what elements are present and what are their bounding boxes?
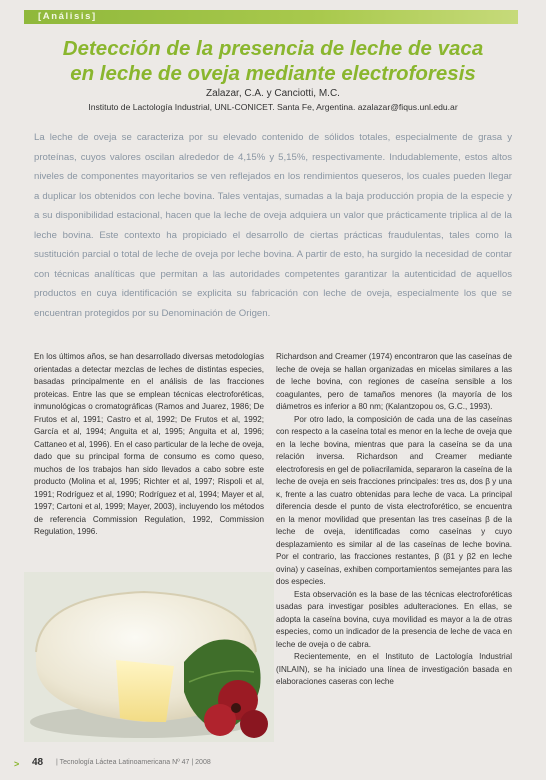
right-paragraph-1: Richardson and Creamer (1974) encontraron que las caseínas de leche de oveja se hallan organizadas en micelas similares a las de leche bovina, con regiones de caseína sensible a los coagulantes, pero de tamaños menores (la mayoría de los diámetros es inferior a 80 nm; (Kalantzopou os, G.C., 1993). [276,352,512,411]
cheese-cut-wedge [116,660,174,722]
authors: Zalazar, C.A. y Canciotti, M.C. [206,88,340,99]
section-band [24,10,518,24]
affiliation: Instituto de Lactología Industrial, UNL-CONICET. Santa Fe, Argentina. azalazar@fiqus.unl.edu.ar [88,102,458,112]
footer-arrow-icon: > [14,759,20,769]
right-paragraph-3: Esta observación es la base de las técnicas electroforéticas usadas para investigar posibles adulteraciones. En ellas, se adopta la caseína bovina, cuya movilidad es mayor a la de otras especies, como un indicador de la presencia de leche de vaca en leche de oveja o de cabra. [276,589,512,649]
body-right-column [276,351,512,689]
section-tag: [Análisis] [38,11,97,22]
flower-center [231,703,241,713]
cheese-photo [24,572,274,742]
title-line-2: en leche de oveja mediante electroforesis [70,62,476,85]
abstract: La leche de oveja se caracteriza por su elevado contenido de sólidos totales, especialmente de grasa y proteínas, cuyos valores oscilan alrededor de 4,15% y 5,15%, respectivamente. Indudablemente, estos altos niveles de componentes mayoritarios se ven reflejados en los rendimientos queseros, los cuales pueden llegar a duplicar los obtenidos con leche bovina. Tales ventajas, sumadas a la baja producción propia de la especie y a su disponibilidad estacional, hacen que la leche de oveja adquiera un valor que prácticamente triplica al de la leche bovina. Este contexto ha propiciado el desarrollo de ciertas prácticas fraudulentas, tales como la sustitución parcial o total de leche de oveja por leche bovina. A partir de esto, ha surgido la necesidad de contar con técnicas analíticas que permitan a las autoridades competentes garantizar la autenticidad de aquellos productos en cuya identificación se explicita su fabricación con leche de oveja, especialmente los que se encuentran protegidos por su Denominación de Origen. [34,132,512,319]
red-flower-petal-3 [240,710,268,738]
right-paragraph-2: Por otro lado, la composición de cada una de las caseínas con respecto a la caseína total es menor en la leche de oveja que en la leche bovina, mientras que para la caseína se da una relación inversa. Richardson and Creamer mediante electroforesis en gel de poliacrilamida, separaron la caseína de la leche de oveja en seis fracciones principales: tres αs, dos β y una κ, frente a las cuatro obtenidas para leche de vaca. La principal diferencia desde el punto de vista electroforético, se encuentra en la menor movilidad que presentan las tres caseínas β de la leche de oveja, identificadas como caseínas y cuyo desplazamiento es similar al de las caseínas de leche bovina. Por el contrario, las fracciones restantes, β (β1 y β2 en leche ovina) y caseínas, exhiben comportamientos semejantes para las dos especies. [276,414,512,586]
body-left-column: En los últimos años, se han desarrollado diversas metodologías orientadas a detectar mezclas de leches de distintas especies, basadas principalmente en el análisis de las fracciones proteicas. Entre las que se emplean técnicas electroforéticas, inmunológicas o cromatográficas (Ramos and Juarez, 1986; De Frutos et al, 1991; Castro et al, 1992; De Frutos et al, 1992; García et al, 1994; Anguita et al, 1995; Anguita et al, 1996; Cattaneo et al, 1996). En el caso particular de la leche de oveja, dado que su principal forma de consumo es como queso, muchos de los trabajos han sido llevados a cabo sobre este producto (Molina et al, 1995; Richter et al, 1997; Rispoli et al, 1991; Rodríguez et al, 1990; Rodríguez et al, 1994; Mayer et al, 1997; Cartoni et al, 1999; Mayer, 2003), incluyendo los métodos de referencia Commission Regulation, 1992, Commission Regulation, 1996. [34,352,264,536]
article-title [20,36,526,86]
right-paragraph-4: Recientemente, en el Instituto de Lactología Industrial (INLAIN), se ha iniciado una línea de investigación basada en elaboraciones caseras con leche [276,652,512,686]
title-line-1: Detección de la presencia de leche de vaca [62,37,484,60]
journal-name: | Tecnología Láctea Latinoamericana Nº 47 | 2008 [56,759,211,766]
page-number: 48 [32,757,44,768]
